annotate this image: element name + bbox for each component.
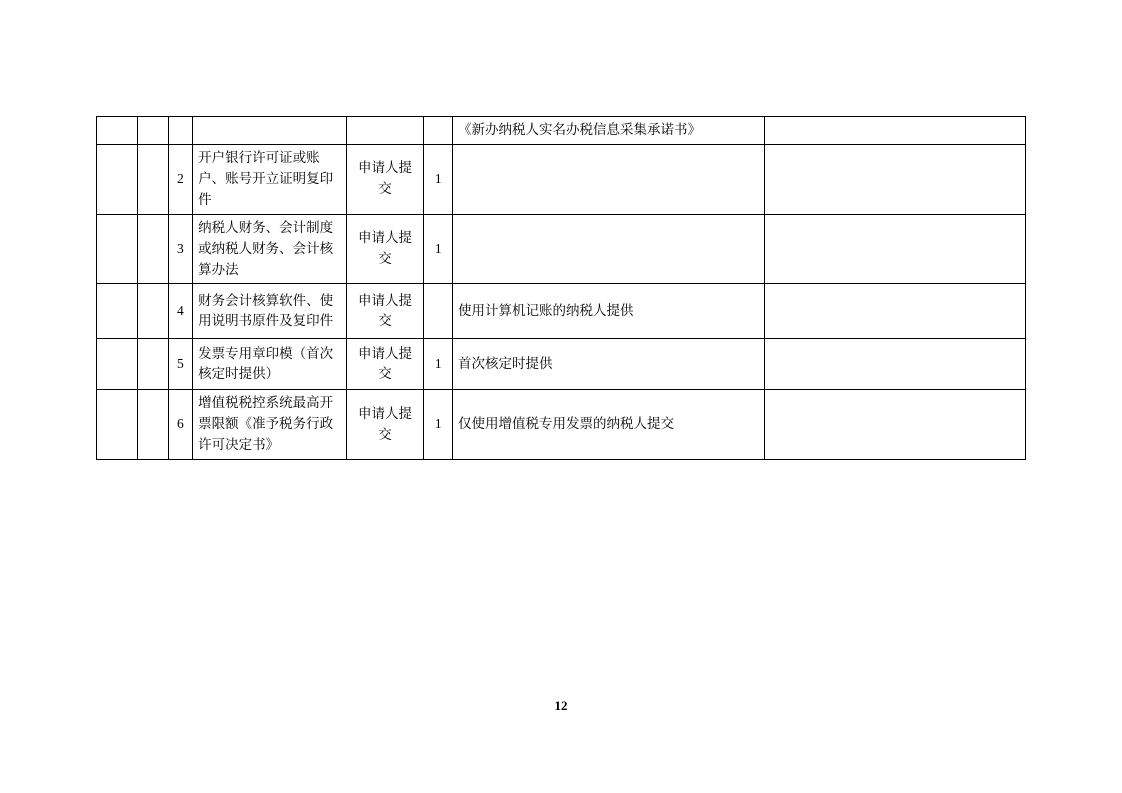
cell-note: 使用计算机记账的纳税人提供 xyxy=(453,284,765,339)
cell-blank-b xyxy=(137,390,168,460)
cell-submit-method: 申请人提交 xyxy=(346,390,424,460)
cell-extra xyxy=(765,117,1026,145)
page-number: 12 xyxy=(554,698,568,713)
cell-quantity xyxy=(424,117,453,145)
cell-material-name: 增值税税控系统最高开票限额《准予税务行政许可决定书》 xyxy=(193,390,346,460)
cell-blank-a xyxy=(97,214,138,284)
cell-submit-method xyxy=(346,117,424,145)
cell-extra xyxy=(765,144,1026,214)
cell-note xyxy=(453,214,765,284)
cell-index: 3 xyxy=(168,214,193,284)
cell-extra xyxy=(765,284,1026,339)
cell-index: 6 xyxy=(168,390,193,460)
cell-material-name: 财务会计核算软件、使用说明书原件及复印件 xyxy=(193,284,346,339)
cell-extra xyxy=(765,214,1026,284)
cell-note xyxy=(453,144,765,214)
cell-blank-a xyxy=(97,144,138,214)
cell-note: 首次核定时提供 xyxy=(453,339,765,390)
cell-quantity xyxy=(424,284,453,339)
cell-quantity: 1 xyxy=(424,390,453,460)
table-row xyxy=(97,390,1026,460)
cell-submit-method: 申请人提交 xyxy=(346,214,424,284)
cell-quantity: 1 xyxy=(424,144,453,214)
cell-material-name: 发票专用章印模（首次核定时提供） xyxy=(193,339,346,390)
cell-blank-b xyxy=(137,214,168,284)
cell-submit-method: 申请人提交 xyxy=(346,284,424,339)
table-row xyxy=(97,144,1026,214)
cell-blank-a xyxy=(97,117,138,145)
table-row xyxy=(97,284,1026,339)
materials-table xyxy=(96,116,1026,460)
cell-index: 2 xyxy=(168,144,193,214)
cell-material-name xyxy=(193,117,346,145)
cell-material-name: 开户银行许可证或账户、账号开立证明复印件 xyxy=(193,144,346,214)
cell-quantity: 1 xyxy=(424,339,453,390)
cell-extra xyxy=(765,390,1026,460)
cell-quantity: 1 xyxy=(424,214,453,284)
cell-index: 5 xyxy=(168,339,193,390)
cell-blank-a xyxy=(97,284,138,339)
cell-blank-a xyxy=(97,390,138,460)
table-row xyxy=(97,339,1026,390)
cell-note: 仅使用增值税专用发票的纳税人提交 xyxy=(453,390,765,460)
cell-submit-method: 申请人提交 xyxy=(346,144,424,214)
cell-blank-b xyxy=(137,284,168,339)
cell-index xyxy=(168,117,193,145)
cell-blank-b xyxy=(137,144,168,214)
cell-submit-method: 申请人提交 xyxy=(346,339,424,390)
cell-extra xyxy=(765,339,1026,390)
table-row-continued xyxy=(97,117,1026,145)
cell-blank-a xyxy=(97,339,138,390)
cell-blank-b xyxy=(137,339,168,390)
cell-note: 《新办纳税人实名办税信息采集承诺书》 xyxy=(453,117,765,145)
cell-index: 4 xyxy=(168,284,193,339)
table-row xyxy=(97,214,1026,284)
cell-blank-b xyxy=(137,117,168,145)
cell-material-name: 纳税人财务、会计制度或纳税人财务、会计核算办法 xyxy=(193,214,346,284)
